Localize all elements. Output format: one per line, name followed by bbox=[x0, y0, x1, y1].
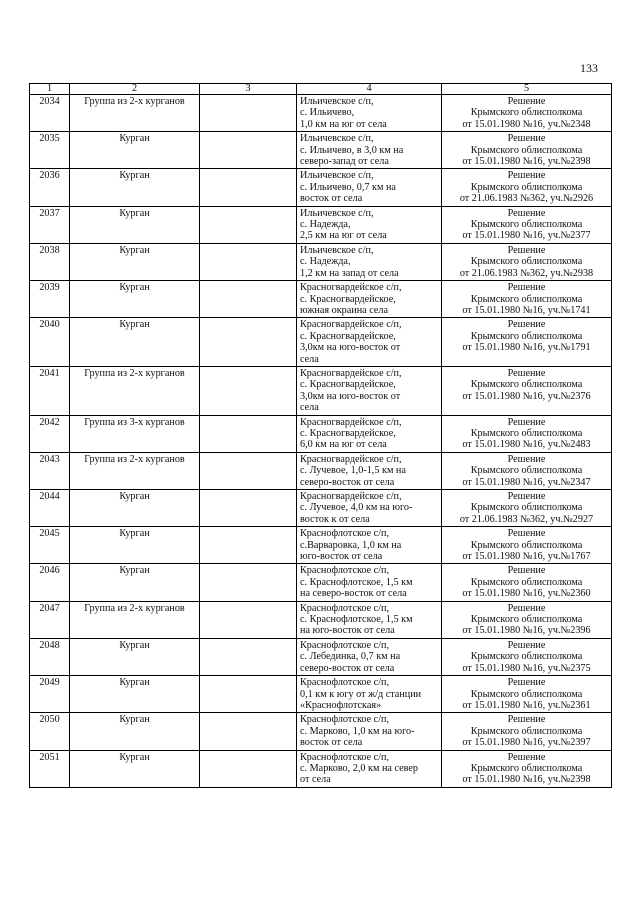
table-row bbox=[30, 281, 612, 318]
empty-cell bbox=[200, 750, 297, 787]
empty-cell bbox=[200, 95, 297, 132]
column-header-5: 5 bbox=[442, 84, 612, 95]
decision-cell: Решение Крымского облисполкома от 15.01.1980 №16, уч.№2347 bbox=[442, 452, 612, 489]
monument-name: Курган bbox=[70, 206, 200, 243]
decision-cell: Решение Крымского облисполкома от 15.01.1980 №16, уч.№2348 bbox=[442, 95, 612, 132]
decision-cell: Решение Крымского облисполкома от 15.01.1980 №16, уч.№2376 bbox=[442, 366, 612, 415]
location-cell: Краснофлотское с/п, с.Варваровка, 1,0 км на юго-восток от села bbox=[297, 527, 442, 564]
monument-name: Курган bbox=[70, 281, 200, 318]
table-row bbox=[30, 366, 612, 415]
row-number: 2039 bbox=[30, 281, 70, 318]
location-cell: Краснофлотское с/п, с. Краснофлотское, 1,5 км на северо-восток от села bbox=[297, 564, 442, 601]
empty-cell bbox=[200, 601, 297, 638]
decision-cell: Решение Крымского облисполкома от 15.01.1980 №16, уч.№2397 bbox=[442, 713, 612, 750]
location-cell: Ильичевское с/п, с. Ильичево, 0,7 км на восток от села bbox=[297, 169, 442, 206]
row-number: 2034 bbox=[30, 95, 70, 132]
table-row bbox=[30, 564, 612, 601]
row-number: 2042 bbox=[30, 415, 70, 452]
decision-cell: Решение Крымского облисполкома от 15.01.1980 №16, уч.№1767 bbox=[442, 527, 612, 564]
row-number: 2048 bbox=[30, 638, 70, 675]
table-row bbox=[30, 638, 612, 675]
table-row bbox=[30, 527, 612, 564]
monument-name: Группа из 2-х курганов bbox=[70, 366, 200, 415]
page-number: 133 bbox=[580, 61, 598, 75]
row-number: 2049 bbox=[30, 676, 70, 713]
empty-cell bbox=[200, 564, 297, 601]
row-number: 2035 bbox=[30, 132, 70, 169]
empty-cell bbox=[200, 452, 297, 489]
table-row bbox=[30, 206, 612, 243]
location-cell: Ильичевское с/п, с. Ильичево, 1,0 км на юг от села bbox=[297, 95, 442, 132]
monument-name: Группа из 2-х курганов bbox=[70, 452, 200, 489]
table-row bbox=[30, 601, 612, 638]
monument-name: Курган bbox=[70, 169, 200, 206]
monument-name: Курган bbox=[70, 243, 200, 280]
row-number: 2047 bbox=[30, 601, 70, 638]
table-row bbox=[30, 169, 612, 206]
monument-name: Группа из 2-х курганов bbox=[70, 601, 200, 638]
location-cell: Краснофлотское с/п, с. Краснофлотское, 1,5 км на юго-восток от села bbox=[297, 601, 442, 638]
monument-name: Курган bbox=[70, 132, 200, 169]
empty-cell bbox=[200, 169, 297, 206]
table-body bbox=[30, 95, 612, 788]
location-cell: Ильичевское с/п, с. Ильичево, в 3,0 км на северо-запад от села bbox=[297, 132, 442, 169]
monument-name: Курган bbox=[70, 676, 200, 713]
column-header-4: 4 bbox=[297, 84, 442, 95]
empty-cell bbox=[200, 638, 297, 675]
location-cell: Красногвардейское с/п, с. Лучевое, 1,0-1,5 км на северо-восток от села bbox=[297, 452, 442, 489]
empty-cell bbox=[200, 676, 297, 713]
monument-name: Курган bbox=[70, 318, 200, 367]
row-number: 2038 bbox=[30, 243, 70, 280]
decision-cell: Решение Крымского облисполкома от 15.01.1980 №16, уч.№2361 bbox=[442, 676, 612, 713]
empty-cell bbox=[200, 490, 297, 527]
row-number: 2036 bbox=[30, 169, 70, 206]
column-header-3: 3 bbox=[200, 84, 297, 95]
monument-name: Группа из 2-х курганов bbox=[70, 95, 200, 132]
decision-cell: Решение Крымского облисполкома от 15.01.1980 №16, уч.№1791 bbox=[442, 318, 612, 367]
location-cell: Ильичевское с/п, с. Надежда, 2,5 км на юг от села bbox=[297, 206, 442, 243]
location-cell: Красногвардейское с/п, с. Красногвардейское, 3,0км на юго-восток от села bbox=[297, 366, 442, 415]
table-row bbox=[30, 95, 612, 132]
empty-cell bbox=[200, 713, 297, 750]
location-cell: Краснофлотское с/п, с. Лебединка, 0,7 км на северо-восток от села bbox=[297, 638, 442, 675]
empty-cell bbox=[200, 366, 297, 415]
monument-name: Курган bbox=[70, 527, 200, 564]
row-number: 2040 bbox=[30, 318, 70, 367]
table-row bbox=[30, 713, 612, 750]
decision-cell: Решение Крымского облисполкома от 15.01.1980 №16, уч.№2398 bbox=[442, 750, 612, 787]
location-cell: Красногвардейское с/п, с. Красногвардейское, 6,0 км на юг от села bbox=[297, 415, 442, 452]
decision-cell: Решение Крымского облисполкома от 15.01.1980 №16, уч.№2375 bbox=[442, 638, 612, 675]
decision-cell: Решение Крымского облисполкома от 21.06.1983 №362, уч.№2938 bbox=[442, 243, 612, 280]
empty-cell bbox=[200, 243, 297, 280]
table-row bbox=[30, 750, 612, 787]
row-number: 2044 bbox=[30, 490, 70, 527]
row-number: 2051 bbox=[30, 750, 70, 787]
table-row bbox=[30, 243, 612, 280]
table-row bbox=[30, 452, 612, 489]
decision-cell: Решение Крымского облисполкома от 21.06.1983 №362, уч.№2927 bbox=[442, 490, 612, 527]
column-header-1: 1 bbox=[30, 84, 70, 95]
monument-name: Курган bbox=[70, 638, 200, 675]
row-number: 2050 bbox=[30, 713, 70, 750]
location-cell: Красногвардейское с/п, с. Лучевое, 4,0 км на юго- восток к от села bbox=[297, 490, 442, 527]
empty-cell bbox=[200, 206, 297, 243]
decision-cell: Решение Крымского облисполкома от 15.01.1980 №16, уч.№2377 bbox=[442, 206, 612, 243]
table-row bbox=[30, 676, 612, 713]
monument-name: Группа из 3-х курганов bbox=[70, 415, 200, 452]
column-header-2: 2 bbox=[70, 84, 200, 95]
location-cell: Красногвардейское с/п, с. Красногвардейское, южная окраина села bbox=[297, 281, 442, 318]
monument-name: Курган bbox=[70, 750, 200, 787]
row-number: 2043 bbox=[30, 452, 70, 489]
table-row bbox=[30, 415, 612, 452]
decision-cell: Решение Крымского облисполкома от 15.01.1980 №16, уч.№2398 bbox=[442, 132, 612, 169]
decision-cell: Решение Крымского облисполкома от 15.01.1980 №16, уч.№2483 bbox=[442, 415, 612, 452]
location-cell: Краснофлотское с/п, с. Марково, 1,0 км на юго- восток от села bbox=[297, 713, 442, 750]
location-cell: Краснофлотское с/п, с. Марково, 2,0 км на север от села bbox=[297, 750, 442, 787]
location-cell: Красногвардейское с/п, с. Красногвардейское, 3,0км на юго-восток от села bbox=[297, 318, 442, 367]
heritage-registry-table bbox=[29, 83, 612, 788]
row-number: 2037 bbox=[30, 206, 70, 243]
table-header-row bbox=[30, 84, 612, 95]
monument-name: Курган bbox=[70, 564, 200, 601]
row-number: 2046 bbox=[30, 564, 70, 601]
empty-cell bbox=[200, 281, 297, 318]
empty-cell bbox=[200, 527, 297, 564]
table-row bbox=[30, 490, 612, 527]
decision-cell: Решение Крымского облисполкома от 21.06.1983 №362, уч.№2926 bbox=[442, 169, 612, 206]
location-cell: Ильичевское с/п, с. Надежда, 1,2 км на запад от села bbox=[297, 243, 442, 280]
table-row bbox=[30, 318, 612, 367]
monument-name: Курган bbox=[70, 490, 200, 527]
empty-cell bbox=[200, 318, 297, 367]
location-cell: Краснофлотское с/п, 0,1 км к югу от ж/д станции «Краснофлотская» bbox=[297, 676, 442, 713]
empty-cell bbox=[200, 415, 297, 452]
decision-cell: Решение Крымского облисполкома от 15.01.1980 №16, уч.№1741 bbox=[442, 281, 612, 318]
table-row bbox=[30, 132, 612, 169]
row-number: 2045 bbox=[30, 527, 70, 564]
decision-cell: Решение Крымского облисполкома от 15.01.1980 №16, уч.№2360 bbox=[442, 564, 612, 601]
row-number: 2041 bbox=[30, 366, 70, 415]
monument-name: Курган bbox=[70, 713, 200, 750]
empty-cell bbox=[200, 132, 297, 169]
decision-cell: Решение Крымского облисполкома от 15.01.1980 №16, уч.№2396 bbox=[442, 601, 612, 638]
